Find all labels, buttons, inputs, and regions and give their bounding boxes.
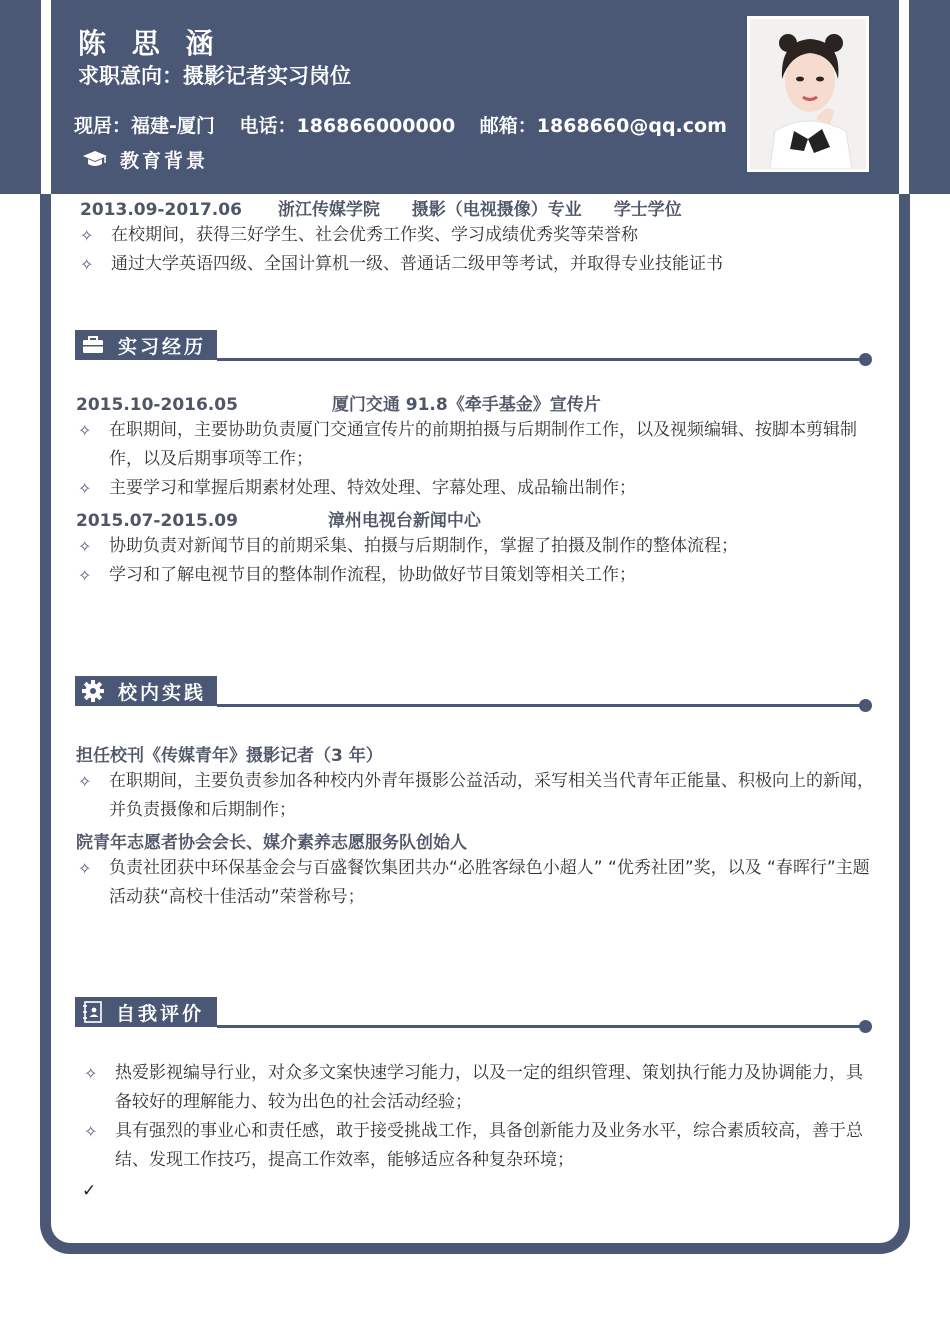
section-title-education [82,146,208,172]
internship-job-header [76,506,481,531]
internship-job-header [76,390,601,415]
list-item: ✧ 在校期间，获得三好学生、社会优秀工作奖、学习成绩优秀奖等荣誉称 [80,221,880,250]
bullet-icon: ✧ [84,1064,98,1083]
section-divider-dot [859,1020,872,1033]
list-item: ✧ 在职期间，主要负责参加各种校内外青年摄影公益活动，采写相关当代青年正能量、积极向上的新闻，并负责摄像和后期制作； [78,767,878,825]
internship-title: 实习经历 [118,335,207,358]
bullet-icon: ✧ [80,255,94,274]
header-gap-right [899,0,909,194]
education-period: 2013.09-2017.06 [80,200,242,220]
campus-title: 校内实践 [118,681,207,704]
job-org: 厦门交通 91.8《牵手基金》宣传片 [331,395,601,415]
notebook-icon [82,1001,102,1023]
education-title: 教育背景 [120,149,209,172]
section-divider [217,358,865,361]
self-title: 自我评价 [116,1002,205,1025]
profile-photo [747,16,869,172]
check-mark-icon: ✓ [82,1181,97,1201]
list-item: ✧ 具有强烈的事业心和责任感，敢于接受挑战工作，具备创新能力及业务水平，综合素质较高，善于总结、发现工作技巧，提高工作效率，能够适应各种复杂环境； [84,1117,878,1175]
list-item: ✧ 协助负责对新闻节目的前期采集、拍摄与后期制作，掌握了拍摄及制作的整体流程； [78,532,878,561]
candidate-name: 陈 思 涵 [78,27,222,60]
location: 现居：福建-厦门 [74,115,215,137]
email: 邮箱：1868660@qq.com [479,115,727,137]
list-item: ✧ 通过大学英语四级、全国计算机一级、普通话二级甲等考试，并取得专业技能证书 [80,250,880,279]
education-degree: 学士学位 [613,200,682,220]
job-org: 漳州电视台新闻中心 [327,511,481,531]
campus-role: 院青年志愿者协会会长、媒介素养志愿服务队创始人 [76,833,467,853]
bullet-icon: ✧ [78,479,92,498]
job-intent: 求职意向：摄影记者实习岗位 [78,64,351,88]
job-period: 2015.07-2015.09 [76,511,238,531]
portrait-image [750,19,866,169]
list-item: ✧ 热爱影视编导行业，对众多文案快速学习能力，以及一定的组织管理、策划执行能力及协调能力，具备较好的理解能力、较为出色的社会活动经验； [84,1059,878,1117]
job-period: 2015.10-2016.05 [76,395,238,415]
graduation-cap-icon [82,149,108,169]
list-item: ✧ 负责社团获中环保基金会与百盛餐饮集团共办“必胜客绿色小超人” “优秀社团”奖，以及 “春晖行”主题活动获“高校十佳活动”荣誉称号； [78,854,878,912]
bullet-icon: ✧ [80,226,94,245]
section-divider [217,1025,865,1028]
education-major: 摄影（电视摄像）专业 [411,200,582,220]
bullet-icon: ✧ [78,421,92,440]
section-divider [217,704,865,707]
header-gap-left [41,0,51,194]
bullet-icon: ✧ [78,537,92,556]
list-item: ✧ 在职期间，主要协助负责厦门交通宣传片的前期拍摄与后期制作工作，以及视频编辑、按脚本剪辑制作，以及后期事项等工作； [78,416,878,474]
bullet-icon: ✧ [78,859,92,878]
phone: 电话：186866000000 [239,115,456,137]
campus-role: 担任校刊《传媒青年》摄影记者（3 年） [76,746,383,766]
list-item: ✧ 主要学习和掌握后期素材处理、特效处理、字幕处理、成品输出制作； [78,474,878,503]
education-row [80,195,682,220]
gear-icon [82,680,104,702]
education-school: 浙江传媒学院 [277,200,380,220]
bullet-icon: ✧ [84,1122,98,1141]
contact-line [74,111,745,138]
bullet-icon: ✧ [78,566,92,585]
list-item: ✧ 学习和了解电视节目的整体制作流程，协助做好节目策划等相关工作； [78,561,878,590]
section-divider-dot [859,353,872,366]
briefcase-icon [82,336,104,354]
section-divider-dot [859,699,872,712]
bullet-icon: ✧ [78,772,92,791]
